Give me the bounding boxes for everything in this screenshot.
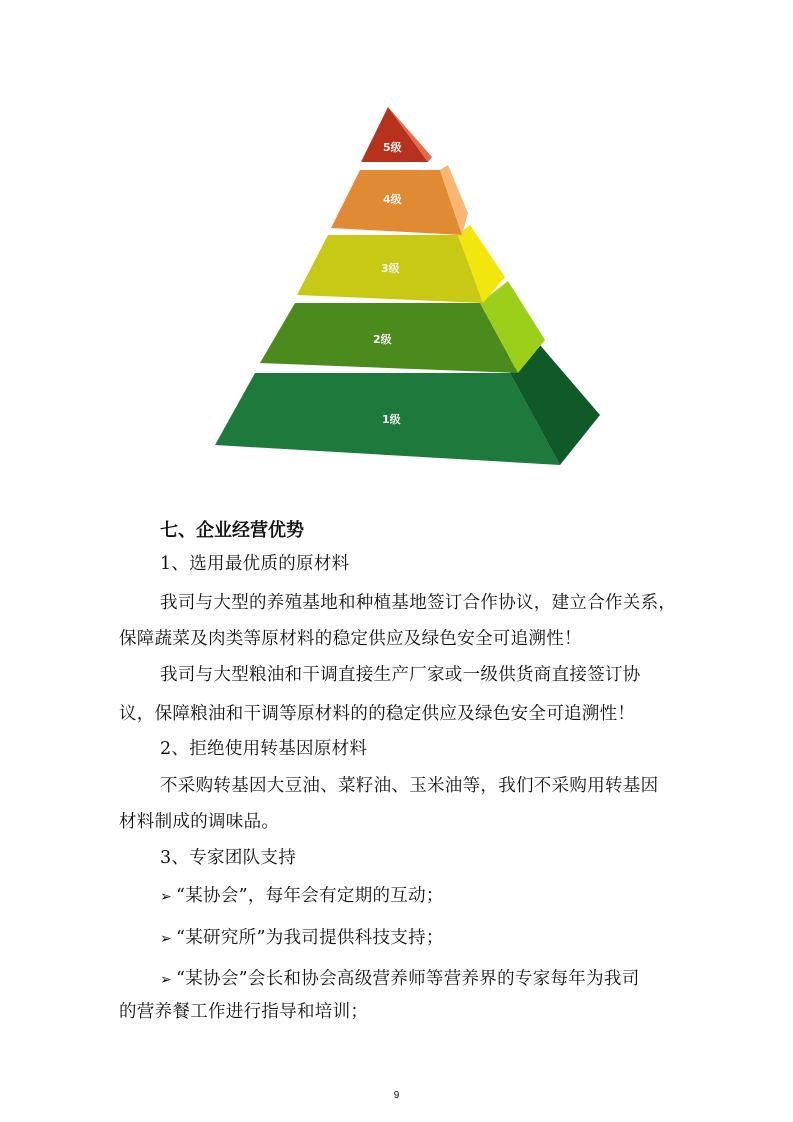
subheading-1: 1、选用最优质的原材料	[160, 554, 350, 574]
bullet-item-2	[160, 924, 444, 949]
pyramid-level-3	[297, 225, 505, 303]
bullet-item-3-text: “某协会”会长和协会高级营养师等营养界的专家每年为我司	[176, 969, 640, 989]
bullet-item-3-continuation: 的营养餐工作进行指导和培训；	[119, 1002, 369, 1022]
bullet-item-1	[160, 882, 444, 907]
paragraph-1-line-2: 保障蔬菜及肉类等原材料的稳定供应及绿色安全可追溯性！	[119, 629, 582, 649]
paragraph-2-line-2: 议，保障粮油和干调等原材料的的稳定供应及绿色安全可追溯性！	[119, 704, 636, 724]
pyramid-level-5	[361, 107, 432, 162]
pyramid-level-4	[331, 165, 468, 235]
page-number: 9	[393, 1090, 400, 1101]
pyramid-level-1-label: 1级	[382, 413, 401, 426]
paragraph-3-line-2: 材料制成的调味品。	[119, 812, 280, 832]
bullet-item-2-text: “某研究所”为我司提供科技支持；	[176, 928, 444, 948]
pyramid-level-2-label: 2级	[373, 333, 392, 346]
bullet-item-1-text: “某协会”，每年会有定期的互动；	[176, 886, 444, 906]
subheading-3: 3、专家团队支持	[160, 848, 297, 868]
section-heading: 七、企业经营优势	[160, 520, 304, 541]
subheading-2: 2、拒绝使用转基因原材料	[160, 739, 368, 759]
pyramid-level-4-label: 4级	[383, 193, 402, 206]
pyramid-level-5-label: 5级	[383, 141, 402, 154]
arrow-bullet-icon: ➢	[160, 972, 173, 988]
arrow-bullet-icon: ➢	[160, 931, 173, 947]
pyramid-diagram	[200, 95, 620, 475]
paragraph-3-line-1: 不采购转基因大豆油、菜籽油、玉米油等，我们不采购用转基因	[160, 776, 659, 796]
pyramid-level-3-label: 3级	[381, 262, 400, 275]
arrow-bullet-icon: ➢	[160, 889, 173, 905]
paragraph-2-line-1: 我司与大型粮油和干调直接生产厂家或一级供货商直接签订协	[160, 665, 641, 685]
paragraph-1-line-1: 我司与大型的养殖基地和种植基地签订合作协议，建立合作关系，	[160, 593, 677, 613]
bullet-item-3	[160, 965, 640, 990]
